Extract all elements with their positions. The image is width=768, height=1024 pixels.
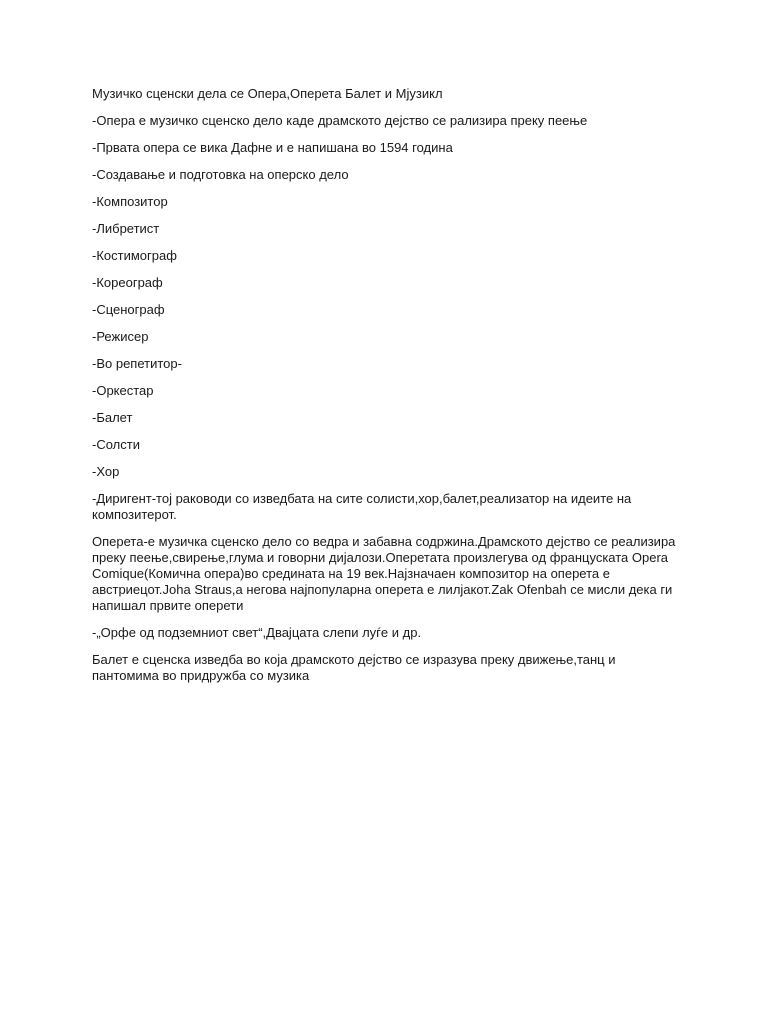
list-item-librettist: -Либретист xyxy=(92,221,160,236)
list-item-ballet: -Балет xyxy=(92,410,133,425)
list-item-orchestra: -Оркестар xyxy=(92,383,154,398)
paragraph-ballet: Балет е сценска изведба во која драмското дејство се изразува преку движење,танц и пантомима во придружба со музика xyxy=(92,652,616,683)
list-item-choreographer: -Кореограф xyxy=(92,275,163,290)
list-item-costume-designer: -Костимограф xyxy=(92,248,177,263)
list-item-repetiteur: -Во репетитор- xyxy=(92,356,182,371)
paragraph-operetta-examples: -„Орфе од подземниот свет“,Двајцата слепи луѓе и др. xyxy=(92,625,422,640)
paragraph-opera-preparation: -Создавање и подготовка на оперско дело xyxy=(92,167,349,182)
paragraph-operetta: Оперета-е музичка сценско дело со ведра и забавна содржина.Драмското дејство се реализира преку пеење,свирење,глума и говорни дијалози.Оперетата произлегува од француската Opera Comique(Комична опера)во средината на 19 век.Најзначаен композитор на оперета е австриецот.Joha Straus,а негова најпопуларна оперета е лилјакот.Zak Ofenbah се мисли дека ги напишал првите оперети xyxy=(92,534,676,613)
list-item-composer: -Композитор xyxy=(92,194,168,209)
list-item-scenographer: -Сценограф xyxy=(92,302,165,317)
list-item-soloists: -Солсти xyxy=(92,437,140,452)
paragraph-conductor: -Диригент-тој раководи со изведбата на сите солисти,хор,балет,реализатор на идеите на композитерот. xyxy=(92,491,632,522)
document-body xyxy=(92,86,682,695)
list-item-director: -Режисер xyxy=(92,329,149,344)
list-item-choir: -Хор xyxy=(92,464,120,479)
document-heading: Музичко сценски дела се Опера,Оперета Балет и Мјузикл xyxy=(92,86,443,101)
paragraph-first-opera: -Првата опера се вика Дафне и е напишана во 1594 година xyxy=(92,140,453,155)
paragraph-opera-definition: -Опера е музичко сценско дело каде драмското дејство се рализира преку пеење xyxy=(92,113,588,128)
